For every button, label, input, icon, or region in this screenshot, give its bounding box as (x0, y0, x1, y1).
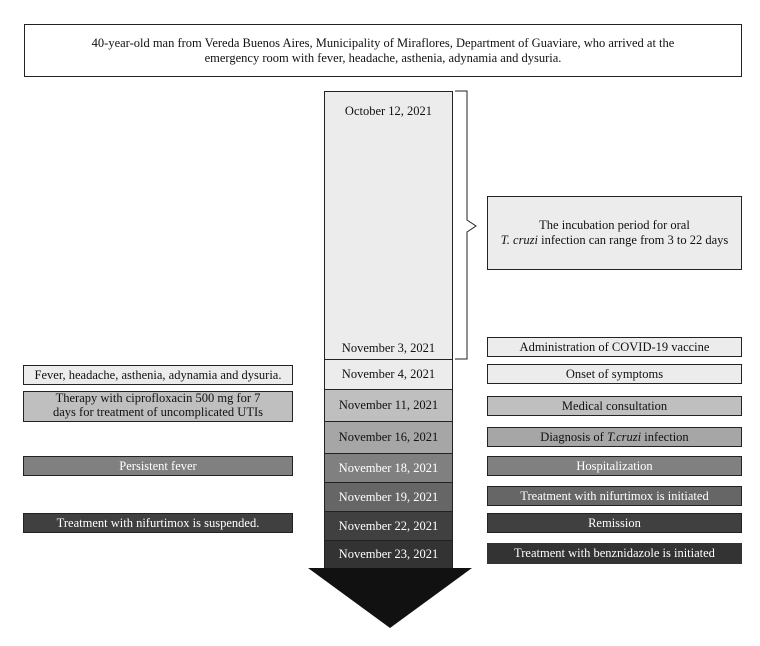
event-covid: Administration of COVID-19 vaccine (487, 337, 742, 357)
event-persistent-fever: Persistent fever (23, 456, 293, 476)
event-consult: Medical consultation (487, 396, 742, 416)
date-nov22: November 22, 2021 (324, 511, 453, 541)
brace-icon (455, 91, 476, 359)
event-remission: Remission (487, 513, 742, 533)
event-diagnosis (487, 427, 742, 447)
date-nov4: November 4, 2021 (324, 359, 453, 390)
event-benznidazole: Treatment with benznidazole is initiated (487, 543, 742, 564)
event-nifurtimox-start: Treatment with nifurtimox is initiated (487, 486, 742, 506)
incubation-note (487, 196, 742, 270)
date-nov19: November 19, 2021 (324, 482, 453, 512)
event-onset: Onset of symptoms (487, 364, 742, 384)
text: Diagnosis of (540, 429, 604, 444)
note-line (501, 233, 729, 248)
note-line: The incubation period for oral (539, 218, 690, 232)
event-therapy: Therapy with ciprofloxacin 500 mg for 7 days for treatment of uncomplicated UTIs (23, 391, 293, 422)
event-hospitalization: Hospitalization (487, 456, 742, 476)
event-symptoms: Fever, headache, asthenia, adynamia and dysuria. (23, 365, 293, 385)
pathogen-name: T.cruzi (606, 429, 642, 444)
date-nov23: November 23, 2021 (324, 540, 453, 569)
case-header: 40-year-old man from Vereda Buenos Aires, Municipality of Miraflores, Department of Guaviare, who arrived at the emergency room with fever, headache, asthenia, adynamia and dysuria. (24, 24, 742, 77)
date-label: October 12, 2021 (344, 104, 433, 118)
event-nifurtimox-suspended: Treatment with nifurtimox is suspended. (23, 513, 293, 533)
date-nov18: November 18, 2021 (324, 453, 453, 483)
date-nov16: November 16, 2021 (324, 421, 453, 454)
pathogen-name: T. cruzi (500, 233, 539, 247)
date-nov11: November 11, 2021 (324, 389, 453, 422)
note-text: infection can range from 3 to 22 days (538, 233, 729, 247)
down-arrow-icon (308, 568, 472, 628)
date-label: November 3, 2021 (341, 340, 436, 355)
text: infection (644, 429, 689, 444)
